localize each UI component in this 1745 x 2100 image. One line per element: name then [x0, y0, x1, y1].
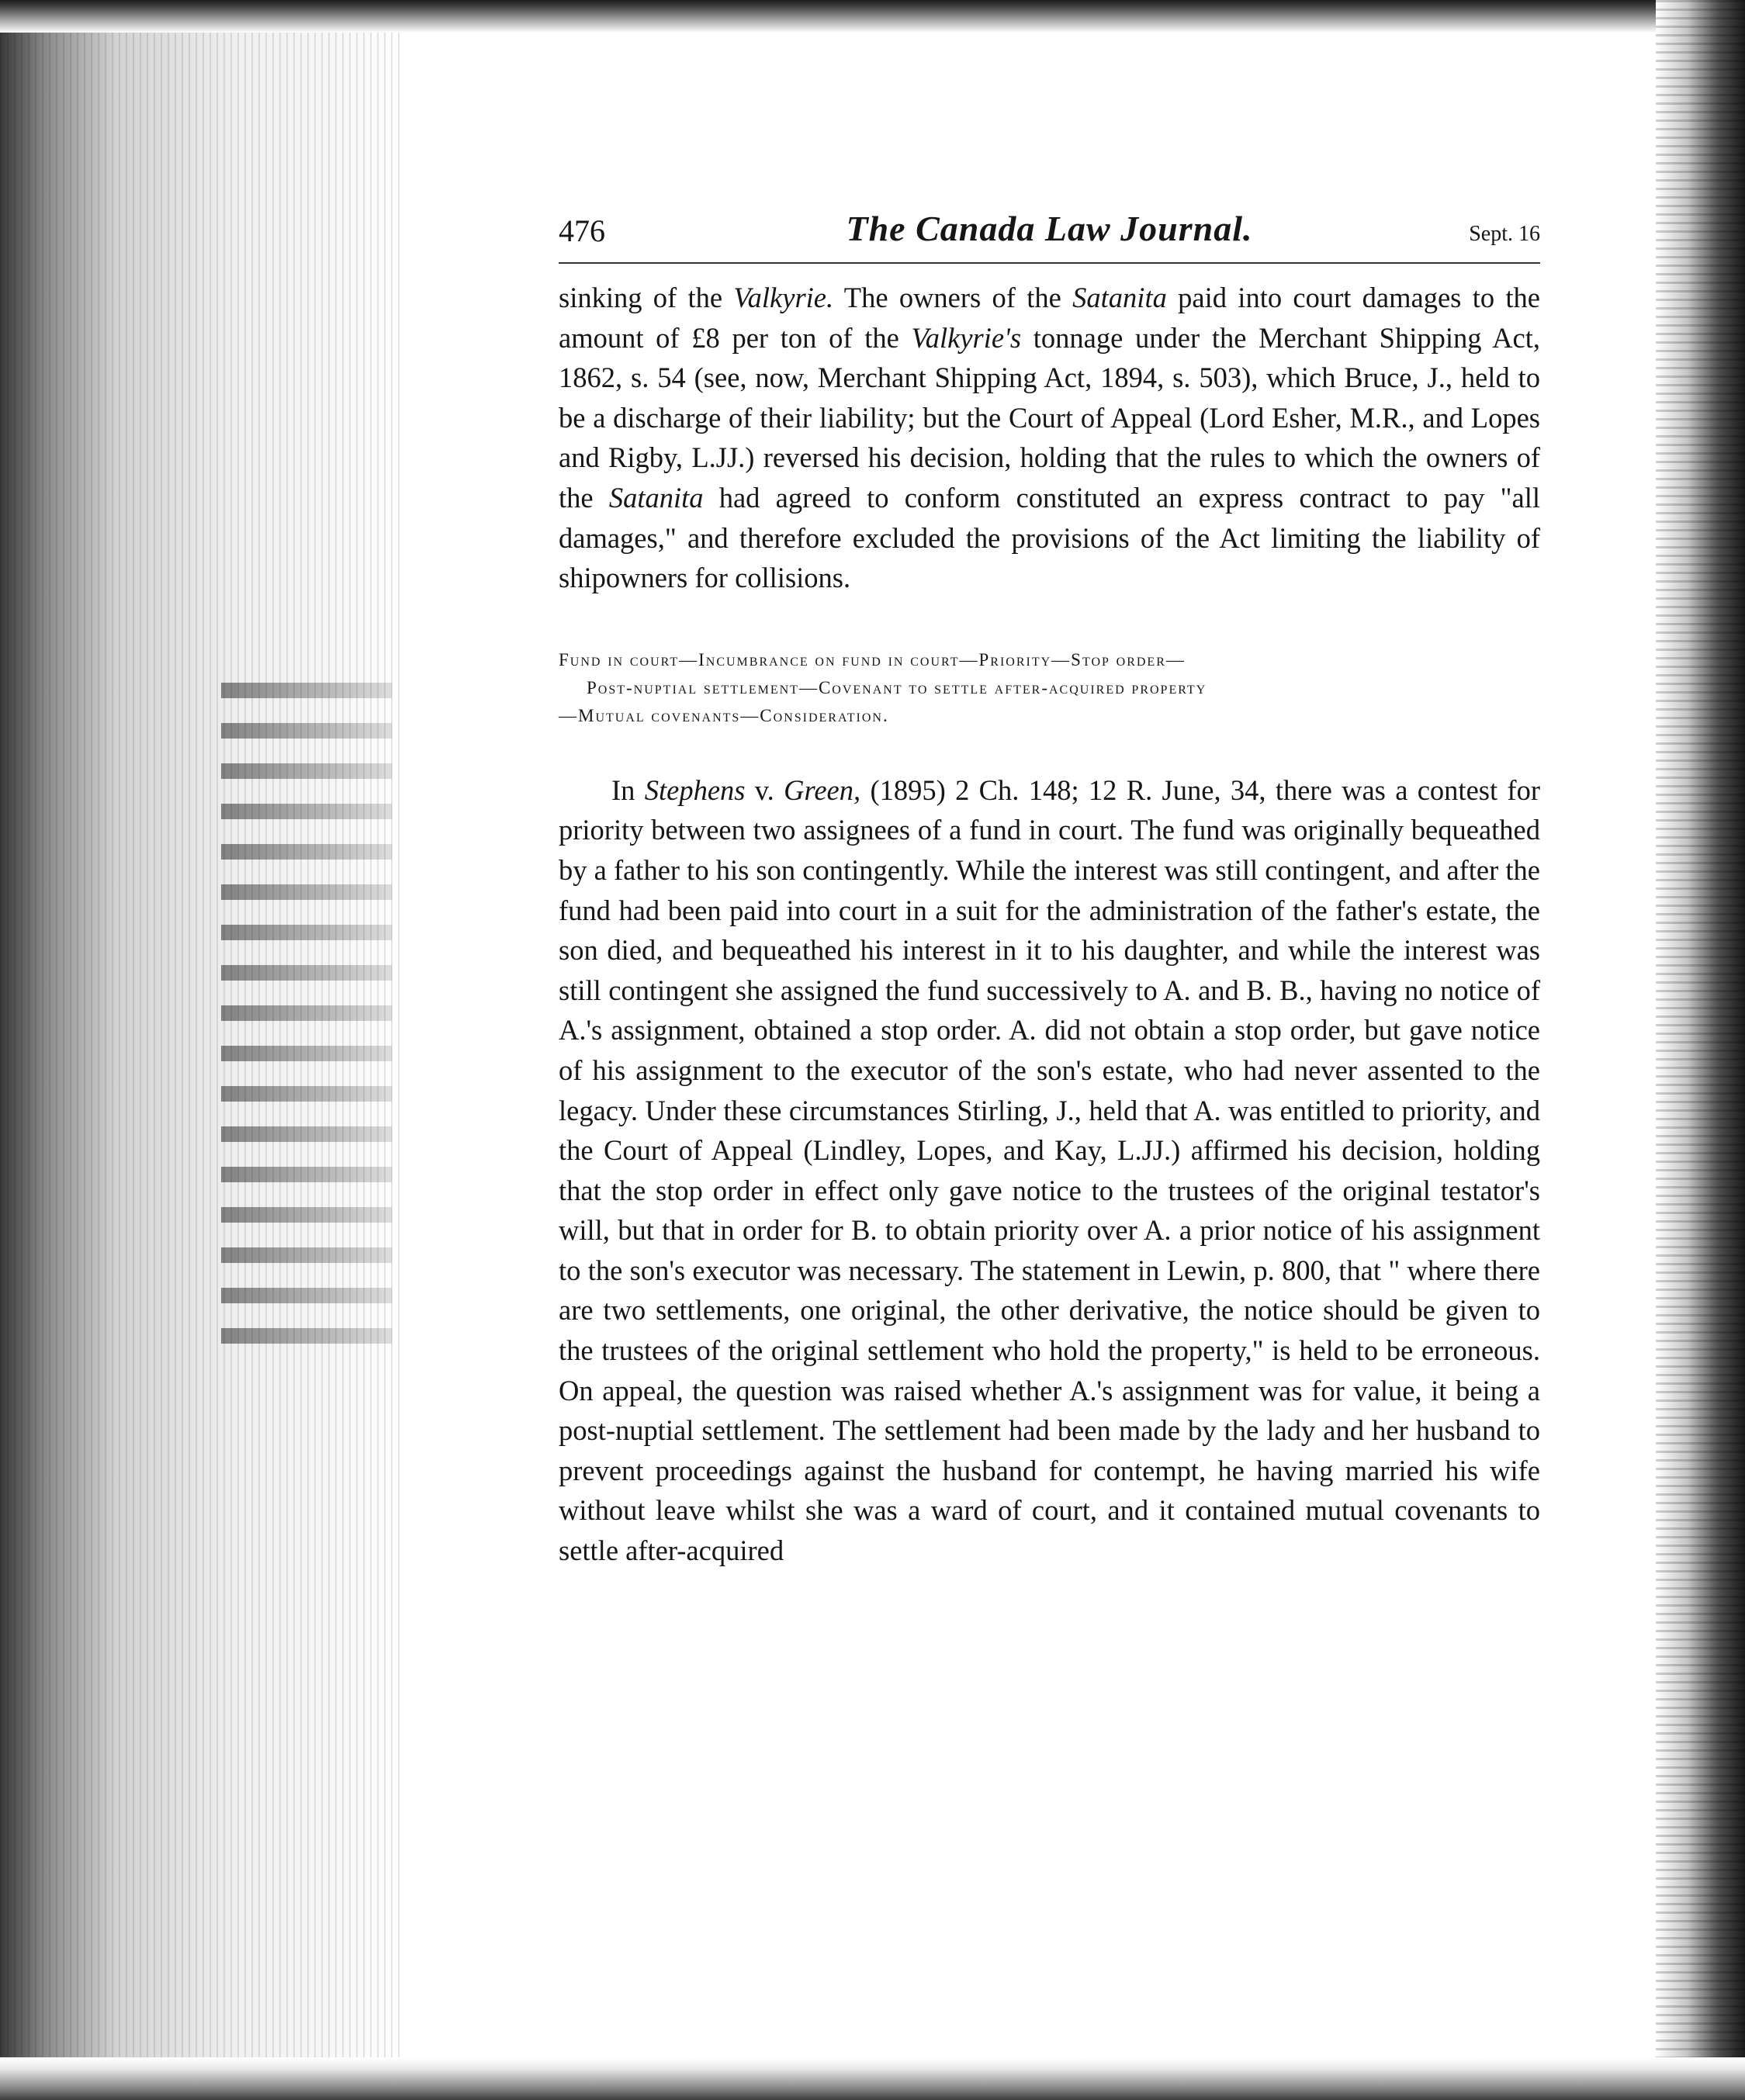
text-run: tonnage under the Merchant Shipping Act, 1862, s. 54 (see, now, Merchant Shipping Act, 1894, s. 503), which Bruce, J., held to be a discharge of their liability; but the Court of Appeal (Lord Esher, M.R., and Lopes and Rigby, L.JJ.) reversed his decision, holding that the rules to which the owners of the	[559, 321, 1540, 514]
text-run: v.	[745, 773, 784, 806]
running-head	[559, 208, 1540, 254]
text-run: The owners of the	[833, 282, 1073, 313]
scan-top-edge	[0, 0, 1745, 33]
journal-title: The Canada Law Journal.	[846, 209, 1253, 248]
text-run: In	[611, 773, 645, 806]
scan-right-edge	[1656, 0, 1745, 2100]
text-run: paid into court damages to the amount of £8 per ton of the	[559, 282, 1540, 354]
italic-run: Stephens	[644, 773, 746, 806]
italic-run: Satanita	[1072, 282, 1167, 313]
italic-run: Green,	[784, 773, 861, 806]
case-headnote	[559, 646, 1540, 730]
italic-run: Valkyrie.	[733, 282, 834, 313]
paragraph-stephens-v-green	[559, 770, 1540, 1571]
italic-run: Valkyrie's	[911, 321, 1022, 354]
headnote-line-3: —Mutual covenants—Consideration.	[559, 705, 889, 725]
italic-run: Satanita	[608, 481, 704, 514]
scan-bottom-edge	[0, 2057, 1745, 2100]
page-number: 476	[559, 213, 605, 248]
headnote-line-2: Post-nuptial settlement—Covenant to settle after-acquired property	[587, 677, 1207, 697]
journal-page	[559, 208, 1540, 1571]
header-rule	[559, 262, 1540, 264]
paragraph-satanita-case	[559, 278, 1540, 598]
issue-date: Sept. 16	[1469, 222, 1540, 246]
headnote-line-1: Fund in court—Incumbrance on fund in court—Priority—Stop order—	[559, 649, 1186, 669]
text-run: sinking of the	[559, 282, 734, 313]
text-run: (1895) 2 Ch. 148; 12 R. June, 34, there was a contest for priority between two assignees of a fund in court. The fund was originally bequeathed by a father to his son contingently. While the interest was still contingent, and after the fund had been paid into court in a suit for the administration of the father's estate, the son died, and bequeathed his interest in it to his daughter, and while the interest was still contingent she assigned the fund successively to A. and B. B., having no notice of A.'s assignment, obtained a stop order. A. did not obtain a stop order, but gave notice of his assignment to the executor of the son's estate, who had never assented to the legacy. Under these circumstances Stirling, J., held that A. was entitled to priority, and the Court of Appeal (Lindley, Lopes, and Kay, L.JJ.) affirmed his decision, holding that the stop order in effect only gave notice to the trustees of the original testator's will, but that in order for B. to obtain priority over A. a prior notice of his assignment to the son's executor was necessary. The statement in Lewin, p. 800, that " where there are two settlements, one original, the other derivative, the notice should be given to the trustees of the original settlement who hold the property," is held to be erroneous. On appeal, the question was raised whether A.'s assignment was for value, it being a post-nuptial settlement. The settlement had been made by the lady and her husband to prevent proceedings against the husband for contempt, he having married his wife without leave whilst she was a ward of court, and it contained mutual covenants to settle after-acquired	[559, 773, 1541, 1567]
text-run: had agreed to conform constituted an express contract to pay "all damages," and therefore excluded the provisions of the Act limiting the liability of shipowners for collisions.	[559, 481, 1540, 594]
bleed-through-marks	[221, 683, 392, 1350]
